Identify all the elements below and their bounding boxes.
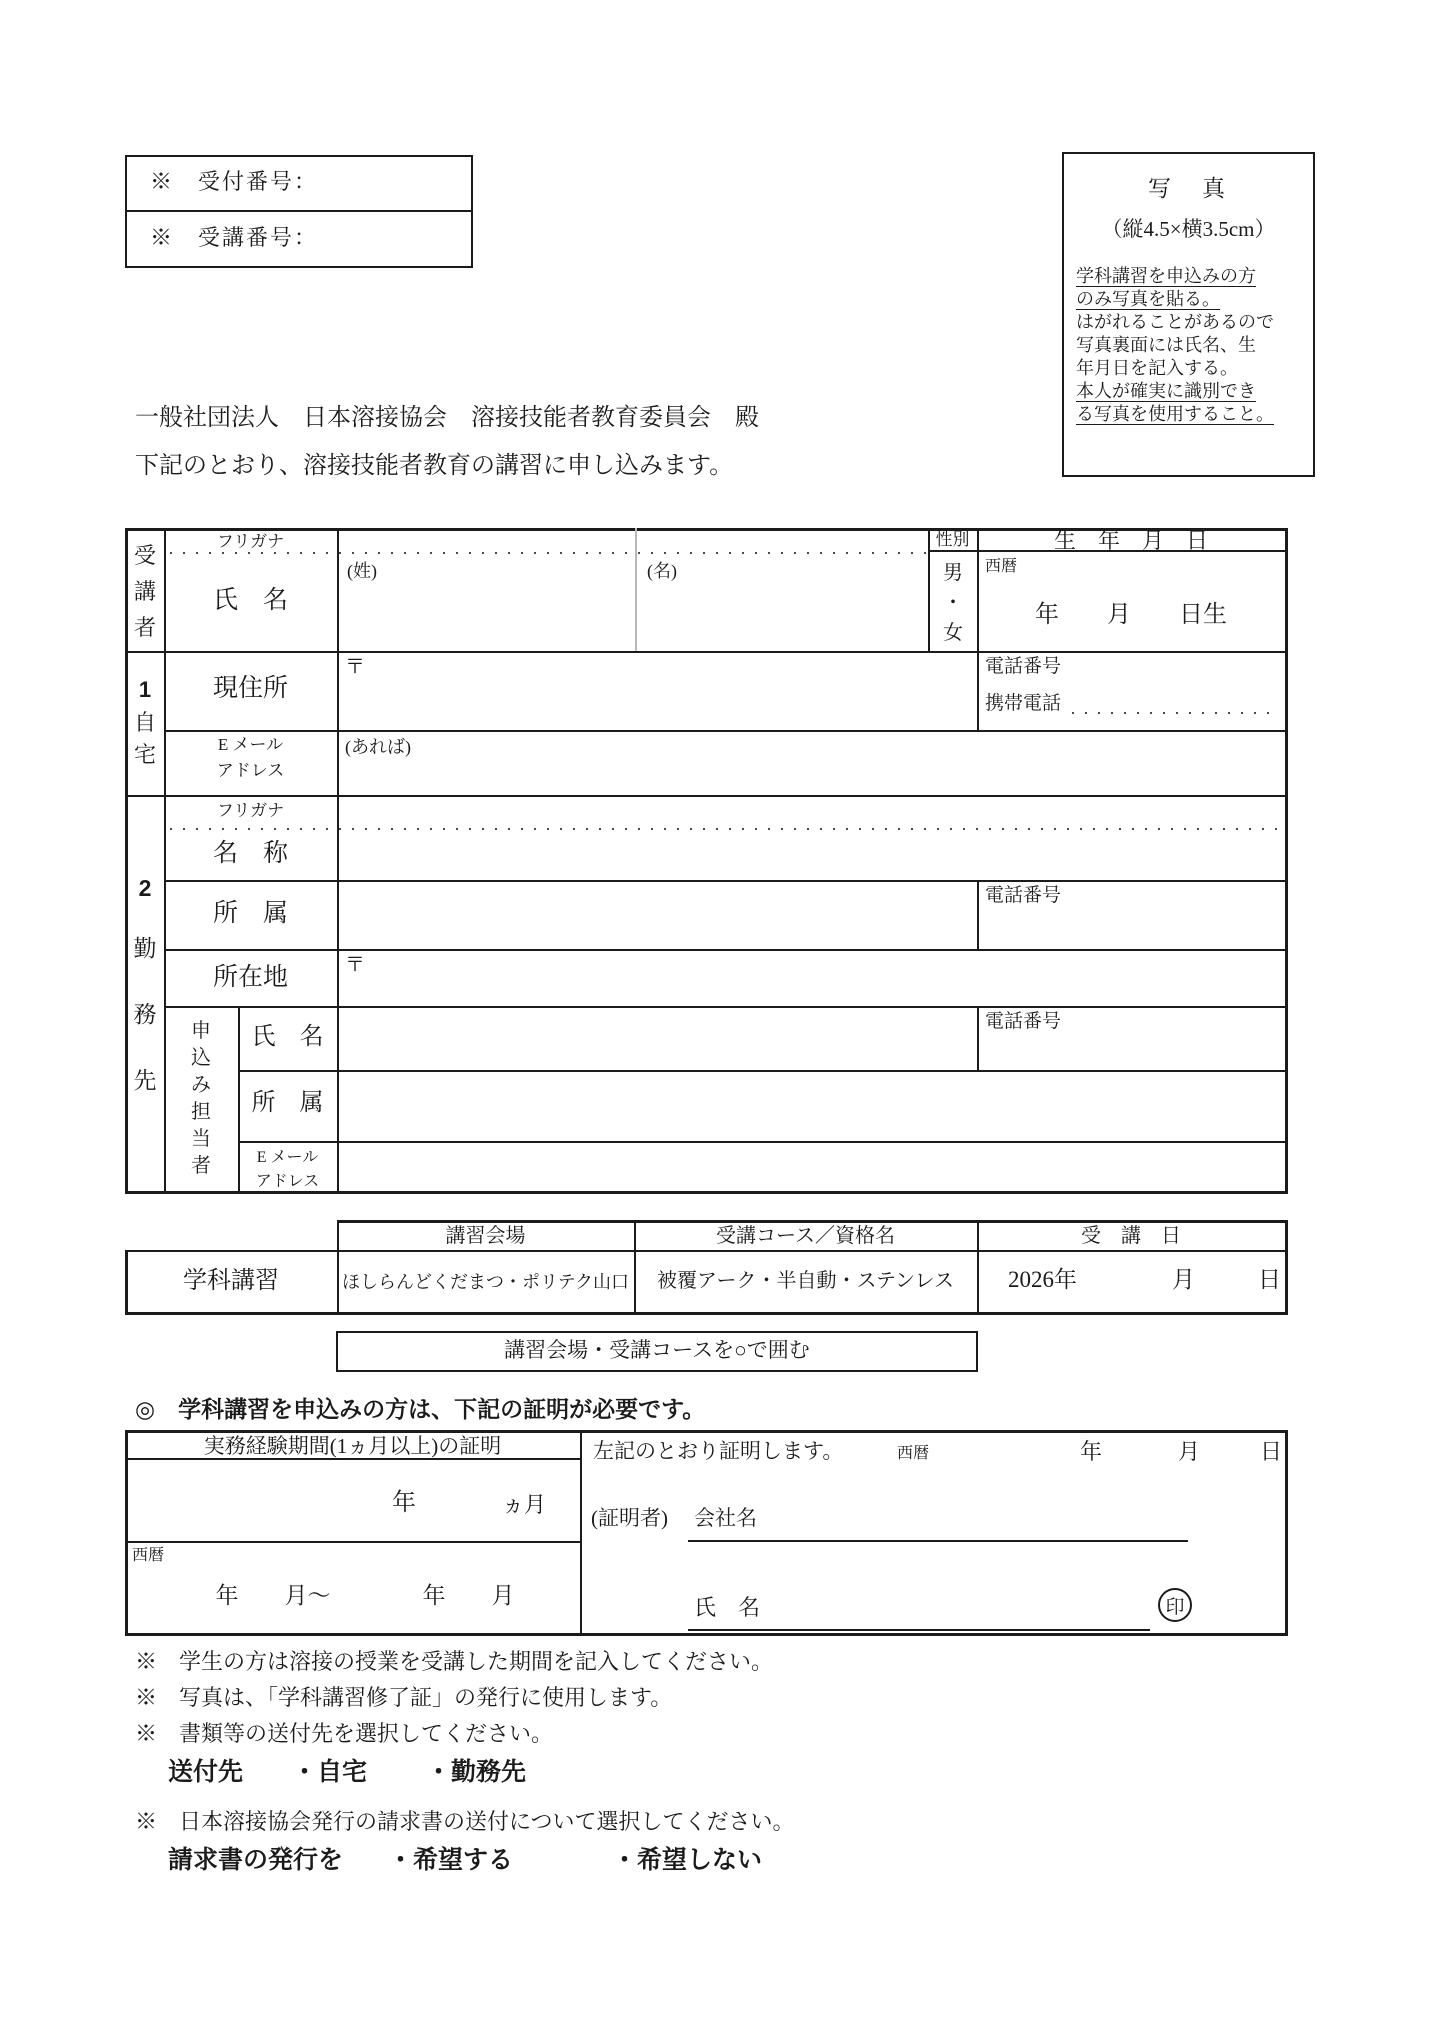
furigana-label: フリガナ xyxy=(216,801,285,820)
family-name-hint[interactable]: (姓) xyxy=(347,561,377,581)
email-label-line2: アドレス xyxy=(216,761,285,780)
photo-instruction-line: 写真裏面には氏名、生 xyxy=(1076,335,1256,355)
company-name-underline[interactable] xyxy=(688,1540,1188,1542)
email-label-line1: E メール xyxy=(217,735,284,754)
seal-mark xyxy=(1158,1588,1192,1622)
grid-line xyxy=(164,880,1288,882)
spine-contact-person: 申込み担当者 xyxy=(191,1020,211,1177)
photo-instruction-line: 年月日を記入する。 xyxy=(1076,358,1238,378)
certifier-name-underline[interactable] xyxy=(688,1629,1150,1631)
grid-line xyxy=(125,1541,582,1543)
note-photo-use: ※ 写真は、「学科講習修了証」の発行に使用します。 xyxy=(135,1685,673,1710)
furigana-dotted-line[interactable] xyxy=(170,828,1282,830)
grid-line xyxy=(164,730,1288,732)
send-to-line xyxy=(168,1757,526,1788)
spine-home-label: 自宅 xyxy=(133,710,156,767)
grid-line xyxy=(977,1006,979,1070)
contact-name-label: 氏 名 xyxy=(251,1024,324,1050)
addressee-line: 一般社団法人 日本溶接協会 溶接技能者教育委員会 殿 xyxy=(135,405,759,431)
note-select-destination: ※ 書類等の送付先を選択してください。 xyxy=(135,1721,554,1746)
birthdate-header: 生 年 月 日 xyxy=(1053,528,1208,553)
photo-size: （縦4.5×横3.5cm） xyxy=(1101,217,1276,241)
spine-work-label: 勤務先 xyxy=(133,935,157,1093)
certify-month-label[interactable]: 月 xyxy=(1178,1439,1201,1464)
venue-header: 講習会場 xyxy=(445,1225,526,1247)
furigana-dotted-line[interactable] xyxy=(170,552,926,554)
company-name-label: 名 称 xyxy=(212,840,288,867)
name-split-line xyxy=(635,528,637,651)
grid-line xyxy=(1285,1430,1288,1636)
course-day-cell[interactable]: 日 xyxy=(1258,1267,1281,1292)
era-label: 西暦 xyxy=(985,558,1018,575)
grid-line xyxy=(1285,1220,1288,1314)
name-label: 氏 名 xyxy=(212,587,288,614)
photo-instructions xyxy=(1076,265,1313,426)
grid-line xyxy=(125,1250,1288,1252)
grid-line xyxy=(164,949,1288,951)
email-optional-hint[interactable]: (あれば) xyxy=(345,737,411,757)
sex-options[interactable]: 男・女 xyxy=(943,562,963,644)
grid-line xyxy=(337,528,339,1191)
department-label: 所 属 xyxy=(212,900,288,927)
grid-line xyxy=(125,651,1288,653)
furigana-label: フリガナ xyxy=(216,532,285,551)
note-invoice-selection: ※ 日本溶接協会発行の請求書の送付について選択してください。 xyxy=(135,1809,795,1834)
date-header: 受 講 日 xyxy=(1081,1225,1181,1247)
spine-work-number: 2 xyxy=(138,874,152,901)
grid-line xyxy=(125,1312,1288,1315)
postal-mark[interactable]: 〒 xyxy=(345,954,365,976)
invoice-label: 請求書の発行を xyxy=(168,1846,344,1874)
course-month-cell[interactable]: 月 xyxy=(1172,1267,1195,1292)
photo-box xyxy=(1062,152,1315,477)
grid-line xyxy=(125,210,473,212)
era-label: 西暦 xyxy=(132,1547,165,1564)
mobile-dotted-line[interactable] xyxy=(1072,712,1280,714)
mobile-label: 携帯電話 xyxy=(985,693,1062,714)
invoice-option-no[interactable]: ・希望しない xyxy=(611,1846,762,1874)
grid-line xyxy=(164,1006,1288,1008)
attendance-number-label[interactable]: ※ 受講番号： xyxy=(150,225,319,250)
application-statement: 下記のとおり、溶接技能者教育の講習に申し込みます。 xyxy=(135,453,734,479)
certification-heading: ◎ 学科講習を申込みの方は、下記の証明が必要です。 xyxy=(135,1396,706,1422)
certifier-name-label: 氏 名 xyxy=(694,1595,761,1620)
invoice-option-yes[interactable]: ・希望する xyxy=(387,1846,513,1874)
grid-line xyxy=(125,795,1288,797)
grid-line xyxy=(125,1430,128,1636)
send-to-option-work[interactable]: ・勤務先 xyxy=(425,1758,526,1786)
invoice-line xyxy=(168,1845,762,1876)
experience-period-fields[interactable]: 年 月～ 年 月 xyxy=(215,1583,515,1608)
grid-line xyxy=(580,1430,582,1636)
spine-work xyxy=(127,800,163,1188)
receipt-number-label[interactable]: ※ 受付番号： xyxy=(150,169,319,194)
phone-label: 電話番号 xyxy=(985,1011,1062,1032)
company-name-label: 会社名 xyxy=(694,1506,757,1530)
note-student-period: ※ 学生の方は溶接の授業を受講した期間を記入してください。 xyxy=(135,1649,774,1674)
given-name-hint[interactable]: (名) xyxy=(647,561,677,581)
certify-statement: 左記のとおり証明します。 xyxy=(593,1439,844,1463)
era-label: 西暦 xyxy=(897,1445,930,1462)
postal-mark[interactable]: 〒 xyxy=(345,656,365,678)
contact-department-label: 所 属 xyxy=(251,1090,324,1116)
experience-years-label[interactable]: 年 xyxy=(392,1490,416,1516)
photo-instruction-line: 本人が確実に識別でき xyxy=(1076,381,1256,401)
photo-instruction-line: のみ写真を貼る。 xyxy=(1076,289,1220,309)
experience-months-label[interactable]: ヵ月 xyxy=(502,1492,547,1517)
grid-line xyxy=(1285,528,1288,1194)
photo-instruction-line: る写真を使用すること。 xyxy=(1076,404,1274,424)
photo-instruction-line: はがれることがあるので xyxy=(1076,312,1274,332)
circle-note-text: 講習会場・受講コースを○で囲む xyxy=(504,1338,810,1362)
photo-instruction-line: 学科講習を申込みの方 xyxy=(1076,266,1256,286)
send-to-label: 送付先 xyxy=(168,1758,244,1786)
course-type-cell: 学科講習 xyxy=(183,1268,279,1294)
grid-line xyxy=(337,1220,1288,1223)
send-to-option-home[interactable]: ・自宅 xyxy=(291,1758,367,1786)
course-cell[interactable]: 被覆アーク・半自動・ステンレス xyxy=(657,1270,954,1292)
address-label: 現住所 xyxy=(212,675,288,702)
experience-header: 実務経験期間(1ヵ月以上)の証明 xyxy=(203,1434,502,1458)
certify-year-label[interactable]: 年 xyxy=(1080,1439,1103,1464)
phone-label: 電話番号 xyxy=(985,885,1062,906)
birthdate-fields[interactable]: 年 月 日生 xyxy=(1035,602,1227,628)
course-header: 受講コース／資格名 xyxy=(716,1225,895,1247)
grid-line xyxy=(977,880,979,949)
contact-email-label-line2: アドレス xyxy=(255,1173,320,1190)
contact-email-label-line1: E メール xyxy=(256,1149,319,1166)
spine-home-number: 1 xyxy=(138,677,152,702)
spine-home xyxy=(127,655,163,793)
work-address-label: 所在地 xyxy=(212,964,288,991)
phone-label: 電話番号 xyxy=(985,656,1062,677)
course-year-cell[interactable]: 2026年 xyxy=(1008,1267,1077,1292)
certify-day-label[interactable]: 日 xyxy=(1260,1439,1283,1464)
spine-attendee: 受講者 xyxy=(133,543,156,640)
seal-character: 印 xyxy=(1165,1596,1185,1618)
venue-cell[interactable]: ほしらんどくだまつ・ポリテク山口 xyxy=(342,1272,629,1292)
photo-title: 写 真 xyxy=(1148,176,1229,201)
certifier-label: (証明者) xyxy=(591,1506,668,1530)
grid-line xyxy=(238,1070,1288,1072)
grid-line xyxy=(125,1633,1288,1636)
grid-line xyxy=(238,1141,1288,1143)
sex-header: 性別 xyxy=(935,530,970,549)
